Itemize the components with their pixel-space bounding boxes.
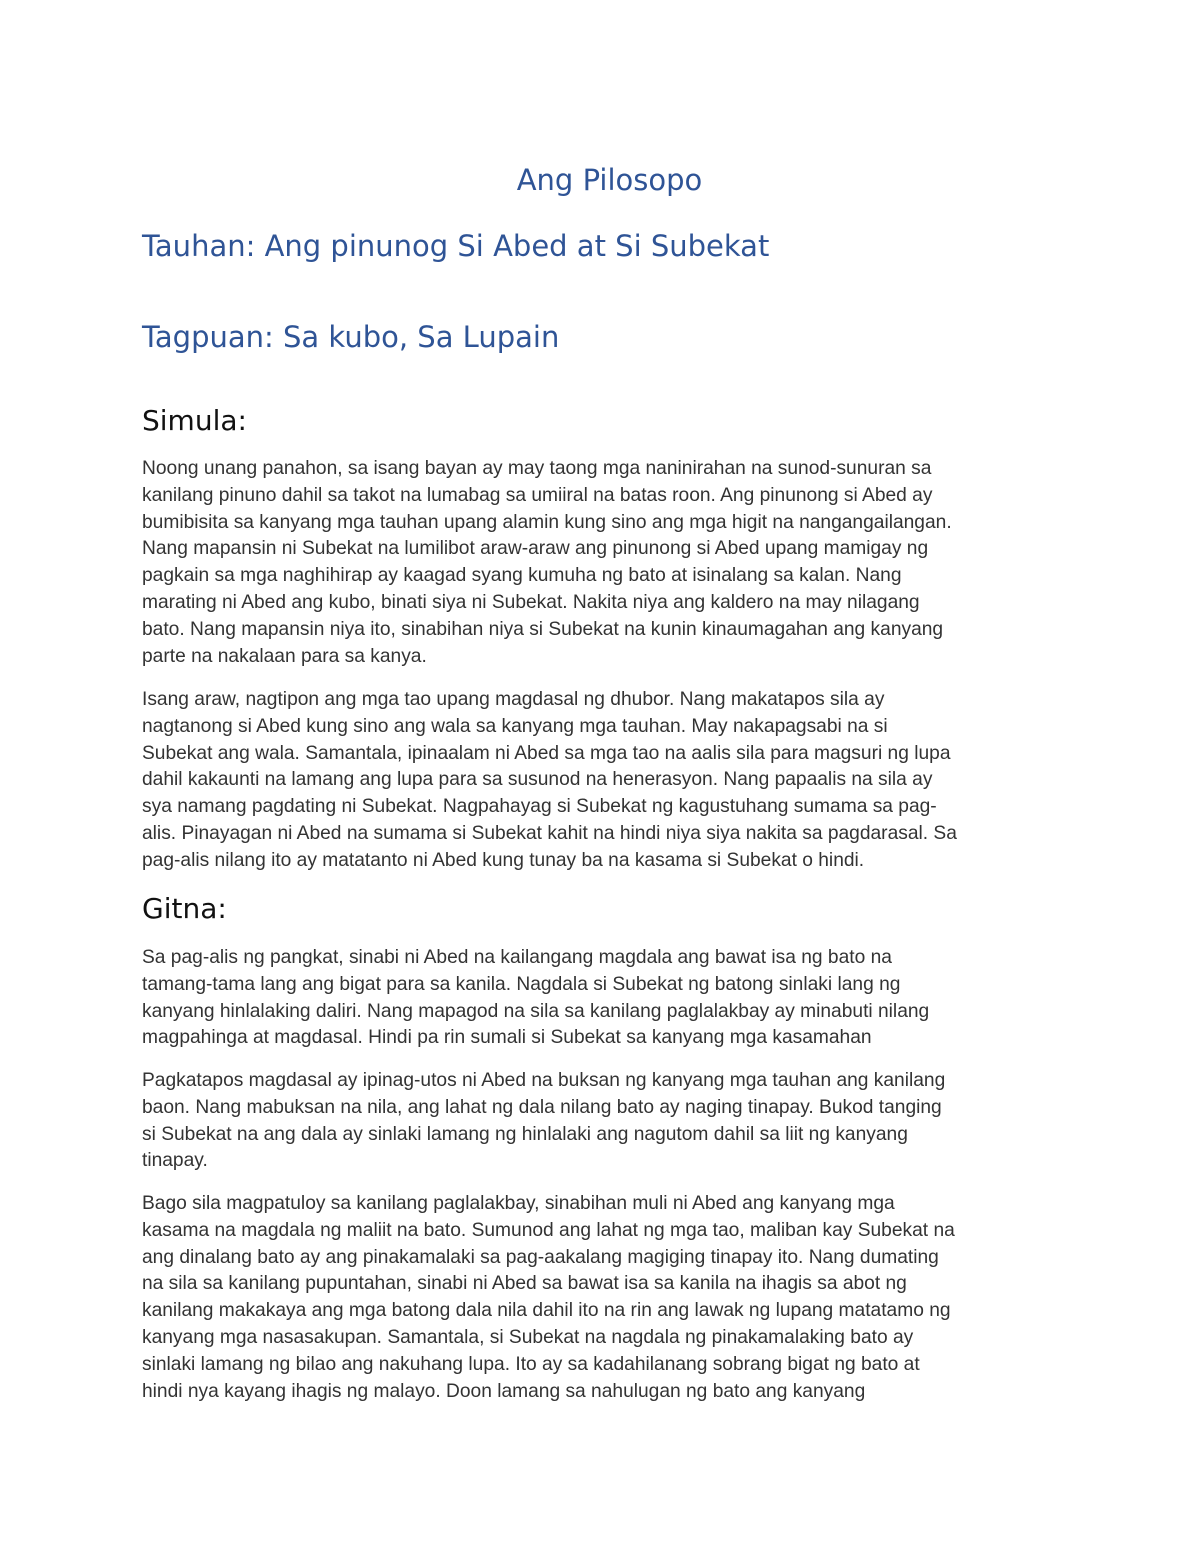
text-line: Subekat ang wala. Samantala, ipinaalam ni Abed sa mga tao na aalis sila para magsuri ng lupa [142, 742, 951, 764]
gitna-paragraph-1 [142, 945, 1062, 1052]
tauhan-heading: Tauhan: Ang pinunog Si Abed at Si Subekat [142, 229, 770, 263]
tagpuan-heading: Tagpuan: Sa kubo, Sa Lupain [142, 320, 560, 354]
text-line: dahil kakaunti na lamang ang lupa para sa susunod na henerasyon. Nang papaalis na sila ay [142, 769, 933, 791]
text-line: tinapay. [142, 1150, 208, 1172]
text-line: marating ni Abed ang kubo, binati siya ni Subekat. Nakita niya ang kaldero na may nilagang [142, 591, 920, 613]
text-line: Nang mapansin ni Subekat na lumilibot araw-araw ang pinunong si Abed upang mamigay ng [142, 538, 929, 560]
text-line: nagtanong si Abed kung sino ang wala sa kanyang mga tauhan. May nakapagsabi na si [142, 715, 888, 737]
text-line: Isang araw, nagtipon ang mga tao upang magdasal ng dhubor. Nang makatapos sila ay [142, 689, 885, 710]
text-line: Sa pag-alis ng pangkat, sinabi ni Abed na kailangang magdala ang bawat isa ng bato na [142, 947, 892, 968]
text-line: Bago sila magpatuloy sa kanilang paglalakbay, sinabihan muli ni Abed ang kanyang mga [142, 1193, 895, 1214]
text-line: si Subekat na ang dala ay sinlaki lamang ng hinlalaki ang nagutom dahil sa liit ng kanyang [142, 1123, 908, 1145]
text-line: bumibisita sa kanyang mga tauhan upang alamin kung sino ang mga higit na nangangailangan. [142, 511, 952, 533]
text-line: pagkain sa mga naghihirap ay kaagad syang kumuha ng bato at isinalang sa kalan. Nang [142, 565, 902, 587]
text-line: na sila sa kanilang pupuntahan, sinabi ni Abed sa bawat isa sa kanila na ihagis sa abot ng [142, 1273, 907, 1295]
text-line: kanilang pinuno dahil sa takot na lumabag sa umiiral na batas roon. Ang pinunong si Abed ay [142, 484, 933, 506]
text-line: sya namang pagdating ni Subekat. Nagpahayag si Subekat ng kagustuhang sumama sa pag- [142, 796, 937, 818]
simula-heading: Simula: [142, 404, 247, 437]
gitna-paragraph-2 [142, 1068, 1062, 1175]
text-line: Pagkatapos magdasal ay ipinag-utos ni Abed na buksan ng kanyang mga tauhan ang kanilang [142, 1070, 946, 1091]
simula-paragraph-1 [142, 456, 1062, 670]
text-line: kasama na magdala ng maliit na bato. Sumunod ang lahat ng mga tao, maliban kay Subekat na [142, 1219, 955, 1241]
text-line: baon. Nang mabuksan na nila, ang lahat ng dala nilang bato ay naging tinapay. Bukod tanging [142, 1096, 942, 1118]
text-line: hindi nya kayang ihagis ng malayo. Doon lamang sa nahulugan ng bato ang kanyang [142, 1380, 866, 1402]
document-title: Ang Pilosopo [516, 163, 703, 197]
gitna-heading: Gitna: [142, 892, 227, 925]
text-line: parte na nakalaan para sa kanya. [142, 645, 427, 667]
simula-paragraph-2 [142, 687, 1062, 875]
text-line: kanyang mga nasasakupan. Samantala, si Subekat na nagdala ng pinakamalaking bato ay [142, 1326, 914, 1348]
text-line: bato. Nang mapansin niya ito, sinabihan niya si Subekat na kunin kinaumagahan ang kanyang [142, 618, 944, 640]
text-line: tamang-tama lang ang bigat para sa kanila. Nagdala si Subekat ng batong sinlaki lang ng [142, 973, 901, 995]
text-line: pag-alis nilang ito ay matatanto ni Abed kung tunay ba na kasama si Subekat o hindi. [142, 849, 865, 871]
text-line: ang dinalang bato ay ang pinakamalaki sa pag-aakalang magiging tinapay ito. Nang dumating [142, 1246, 939, 1268]
text-line: alis. Pinayagan ni Abed na sumama si Subekat kahit na hindi niya siya nakita sa pagdarasal. Sa [142, 822, 957, 844]
text-line: magpahinga at magdasal. Hindi pa rin sumali si Subekat sa kanyang mga kasamahan [142, 1027, 872, 1049]
text-line: kanilang makakaya ang mga batong dala nila dahil ito na rin ang lawak ng lupang matatamo ng [142, 1300, 951, 1322]
gitna-paragraph-3 [142, 1191, 1062, 1405]
text-line: kanyang hinlalaking daliri. Nang mapagod na sila sa kanilang paglalakbay ay minabuti nilang [142, 1000, 930, 1022]
text-line: sinlaki lamang ng bilao ang nakuhang lupa. Ito ay sa kadahilanang sobrang bigat ng bato at [142, 1353, 920, 1375]
text-line: Noong unang panahon, sa isang bayan ay may taong mga naninirahan na sunod-sunuran sa [142, 458, 932, 479]
